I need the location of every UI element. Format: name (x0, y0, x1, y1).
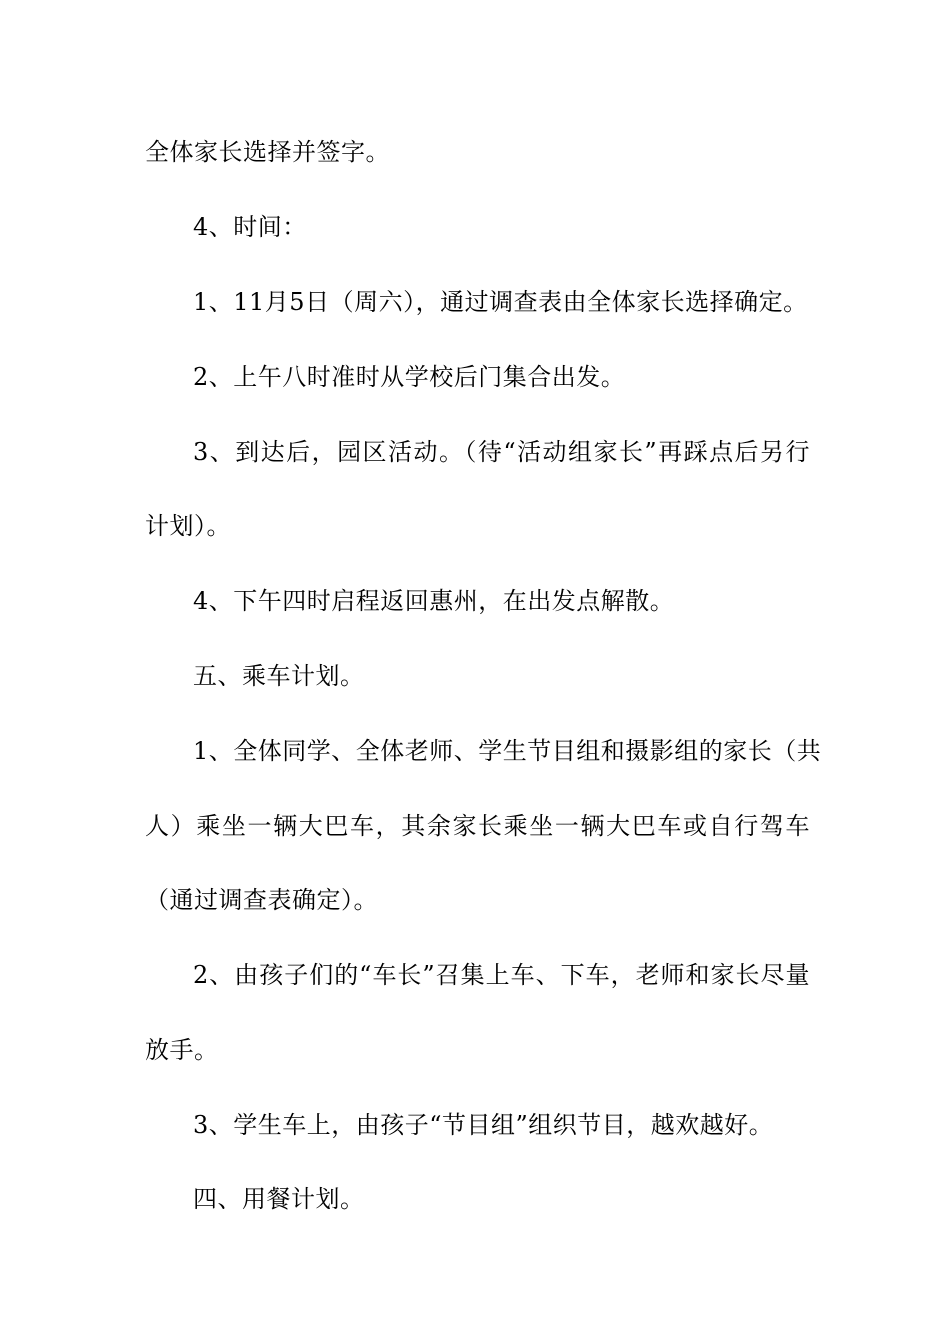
paragraph-line: 3、学生车上，由孩子“节目组”组织节目，越欢越好。 (193, 1111, 774, 1139)
section-heading: 五、乘车计划。 (193, 662, 365, 690)
paragraph-line: 4、下午四时启程返回惠州，在出发点解散。 (193, 587, 675, 615)
paragraph-line: 2、由孩子们的“车长”召集上车、下车，老师和家长尽量 (193, 961, 810, 989)
paragraph-line: 3、到达后，园区活动。（待“活动组家长”再踩点后另行 (193, 438, 810, 466)
paragraph-line: 1、11月5日（周六），通过调查表由全体家长选择确定。 (193, 288, 808, 316)
paragraph-line: （通过调查表确定）。 (145, 886, 378, 914)
paragraph-line: 1、全体同学、全体老师、学生节目组和摄影组的家长（共 (193, 737, 822, 765)
paragraph-line: 全体家长选择并签字。 (145, 138, 390, 166)
section-heading: 四、用餐计划。 (193, 1185, 365, 1213)
section-heading: 4、时间： (193, 213, 307, 241)
paragraph-line: 人）乘坐一辆大巴车，其余家长乘坐一辆大巴车或自行驾车 (145, 812, 810, 840)
paragraph-line: 2、上午八时准时从学校后门集合出发。 (193, 363, 626, 391)
paragraph-line: 放手。 (145, 1036, 219, 1064)
paragraph-line: 计划）。 (145, 512, 231, 540)
